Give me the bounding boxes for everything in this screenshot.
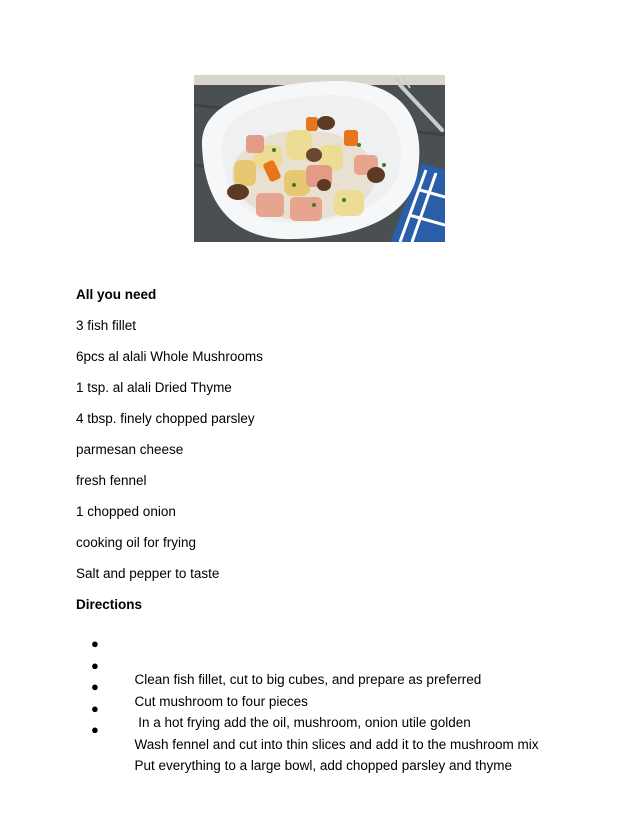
recipe-text xyxy=(76,286,576,773)
bullet-icon: ● xyxy=(91,636,99,651)
ingredient-item: fresh fennel xyxy=(76,473,147,488)
ingredients-heading: All you need xyxy=(76,287,157,302)
ingredient-item: parmesan cheese xyxy=(76,442,184,457)
ingredient-item: 1 tsp. al alali Dried Thyme xyxy=(76,380,232,395)
bullet-icon: ● xyxy=(91,700,99,716)
direction-step-text: Put everything to a large bowl, add chopped parsley and thyme xyxy=(134,758,513,773)
ingredient-item: 4 tbsp. finely chopped parsley xyxy=(76,411,255,426)
bullet-icon: ● xyxy=(91,657,99,673)
recipe-photo xyxy=(194,75,445,242)
directions-list xyxy=(76,635,576,773)
direction-step-text: Cut mushroom to four pieces xyxy=(134,693,308,709)
ingredient-item: 3 fish fillet xyxy=(76,318,137,333)
recipe-photo-illustration xyxy=(194,75,445,242)
direction-step-text: Clean fish fillet, cut to big cubes, and prepare as preferred xyxy=(134,672,482,687)
direction-step-text: In a hot frying add the oil, mushroom, onion utile golden xyxy=(134,715,471,730)
bullet-icon: ● xyxy=(91,722,99,737)
direction-step-text: Wash fennel and cut into thin slices and add it to the mushroom mix xyxy=(134,736,539,752)
direction-step xyxy=(76,635,576,687)
ingredient-item: Salt and pepper to taste xyxy=(76,566,220,581)
ingredient-item: cooking oil for frying xyxy=(76,535,197,550)
bullet-icon: ● xyxy=(91,679,99,694)
directions-heading: Directions xyxy=(76,597,143,612)
ingredient-item: 1 chopped onion xyxy=(76,504,176,519)
ingredient-item: 6pcs al alali Whole Mushrooms xyxy=(76,349,263,364)
